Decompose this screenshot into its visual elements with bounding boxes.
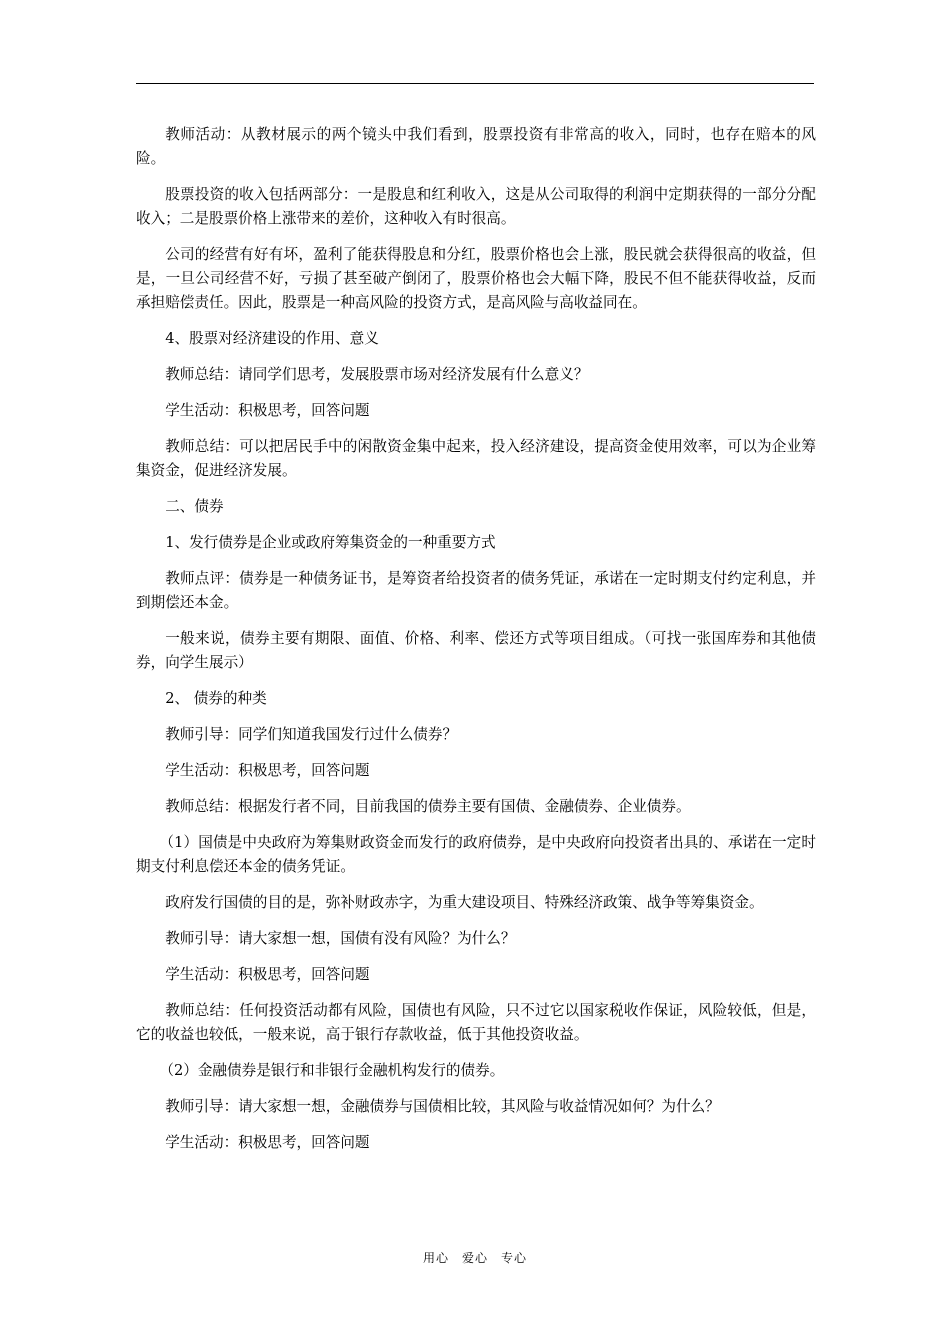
paragraph: （1）国债是中央政府为筹集财政资金而发行的政府债券，是中央政府向投资者出具的、承诺在一定时期支付利息偿还本金的债务凭证。 [136, 834, 816, 875]
paragraph: 教师总结：任何投资活动都有风险，国债也有风险，只不过它以国家税收作保证，风险较低，但是，它的收益也较低，一般来说，高于银行存款收益，低于其他投资收益。 [136, 1002, 816, 1043]
paragraph: 教师活动：从教材展示的两个镜头中我们看到，股票投资有非常高的收入，同时，也存在赔本的风险。 [136, 126, 816, 167]
paragraph: 教师引导：同学们知道我国发行过什么债券？ [165, 726, 458, 743]
paragraph: 学生活动：积极思考，回答问题 [165, 1134, 370, 1151]
paragraph: 教师总结：请同学们思考，发展股票市场对经济发展有什么意义？ [165, 366, 589, 383]
paragraph: 1、发行债券是企业或政府筹集资金的一种重要方式 [165, 534, 496, 551]
paragraph: 公司的经营有好有坏，盈利了能获得股息和分红，股票价格也会上涨，股民就会获得很高的收益，但是，一旦公司经营不好，亏损了甚至破产倒闭了，股票价格也会大幅下降，股民不但不能获得收益，反而承担赔偿责任。因此，股票是一种高风险的投资方式，是高风险与高收益同在。 [136, 246, 816, 311]
paragraph: 教师总结：根据发行者不同，目前我国的债券主要有国债、金融债券、企业债券。 [165, 798, 691, 815]
paragraph: 教师总结：可以把居民手中的闲散资金集中起来，投入经济建设，提高资金使用效率，可以为企业筹集资金，促进经济发展。 [136, 438, 816, 479]
paragraph: 教师引导：请大家想一想，国债有没有风险？为什么？ [165, 930, 516, 947]
paragraph: 2、 债券的种类 [165, 690, 267, 707]
paragraph: 学生活动：积极思考，回答问题 [165, 966, 370, 983]
paragraph: 学生活动：积极思考，回答问题 [165, 762, 370, 779]
paragraph: 政府发行国债的目的是，弥补财政赤字，为重大建设项目、特殊经济政策、战争等筹集资金。 [165, 894, 764, 911]
paragraph: 一般来说，债券主要有期限、面值、价格、利率、偿还方式等项目组成。（可找一张国库券和其他债券，向学生展示） [136, 630, 816, 671]
header-rule [136, 83, 814, 84]
paragraph: 二、债券 [165, 498, 224, 515]
paragraph: 股票投资的收入包括两部分：一是股息和红利收入，这是从公司取得的利润中定期获得的一部分分配收入；二是股票价格上涨带来的差价，这种收入有时很高。 [136, 186, 816, 227]
paragraph: 教师点评：债券是一种债务证书，是筹资者给投资者的债务凭证，承诺在一定时期支付约定利息，并到期偿还本金。 [136, 570, 816, 611]
paragraph: 教师引导：请大家想一想，金融债券与国债相比较，其风险与收益情况如何？为什么？ [165, 1098, 720, 1115]
page-footer: 用心 爱心 专心 [422, 1251, 527, 1265]
document-body [136, 123, 816, 1167]
paragraph: 4、股票对经济建设的作用、意义 [165, 330, 379, 347]
paragraph: 学生活动：积极思考，回答问题 [165, 402, 370, 419]
paragraph: （2）金融债券是银行和非银行金融机构发行的债券。 [159, 1062, 505, 1079]
